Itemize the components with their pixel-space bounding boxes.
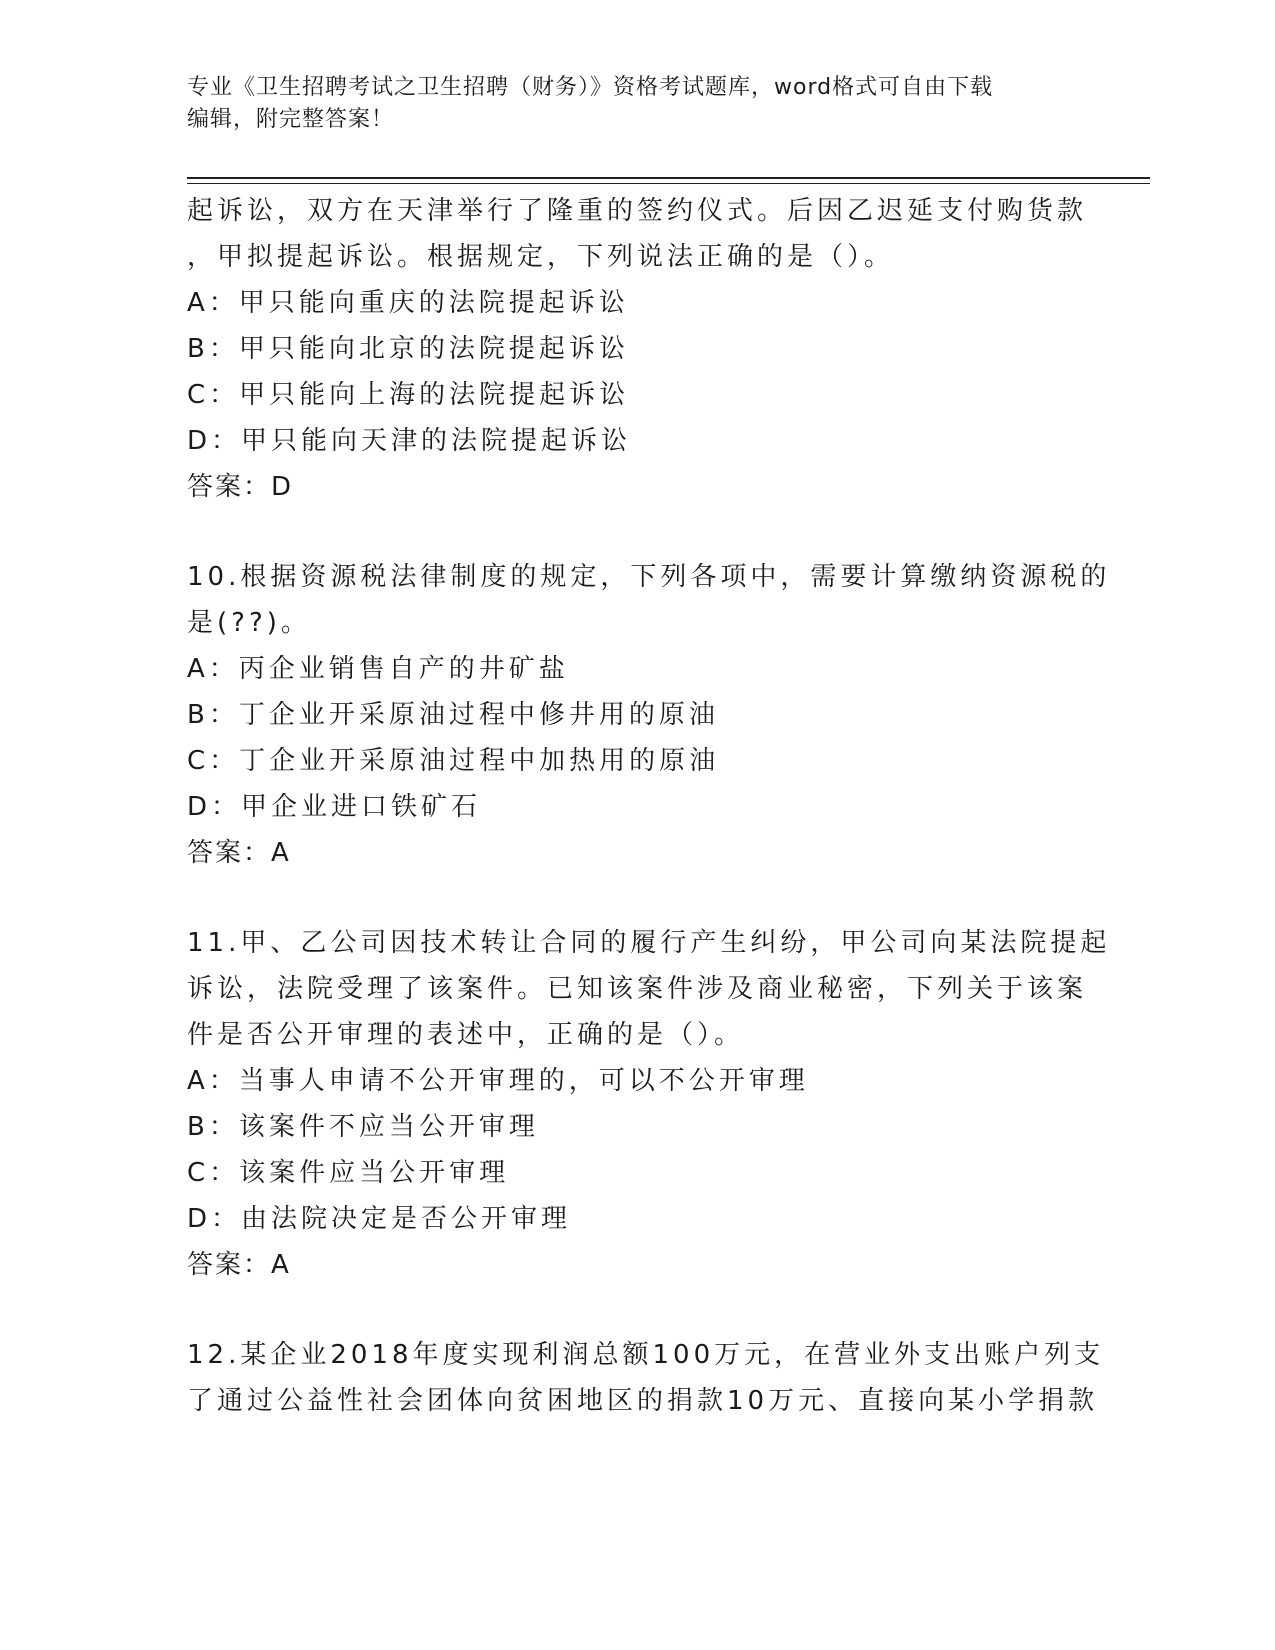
question-9 [187,188,1088,510]
question-stem-line: 件是否公开审理的表述中，正确的是（）。 [187,1020,745,1050]
question-10 [187,554,1111,876]
answer-line: 答案：D [187,472,294,502]
header-rule-thin [187,183,1150,184]
question-stem-line: 诉讼，法院受理了该案件。已知该案件涉及商业秘密，下列关于该案 [187,974,1088,1004]
question-stem-line: 是(??)。 [187,608,311,638]
option-c: C：丁企业开采原油过程中加热用的原油 [187,746,720,776]
answer-line: 答案：A [187,838,291,868]
header-line-1: 专业《卫生招聘考试之卫生招聘（财务）》资格考试题库，word格式可自由下载 [187,75,994,100]
header-rule-thick [187,177,1150,179]
option-a: A：丙企业销售自产的井矿盐 [187,654,569,684]
question-stem-line: 了通过公益性社会团体向贫困地区的捐款10万元、直接向某小学捐款 [187,1386,1099,1416]
document-content [187,188,1111,1424]
header-line-2: 编辑，附完整答案！ [187,107,395,132]
option-b: B：甲只能向北京的法院提起诉讼 [187,334,629,364]
question-spacer [187,510,1067,554]
option-d: D：甲企业进口铁矿石 [187,792,482,822]
option-b: B：该案件不应当公开审理 [187,1112,539,1142]
document-header [187,72,1087,136]
question-stem-line: 10.根据资源税法律制度的规定，下列各项中，需要计算缴纳资源税的 [187,562,1111,592]
option-a: A：当事人申请不公开审理的，可以不公开审理 [187,1066,809,1096]
question-spacer [187,1288,1067,1332]
option-c: C：甲只能向上海的法院提起诉讼 [187,380,630,410]
question-stem-line: 起诉讼，双方在天津举行了隆重的签约仪式。后因乙迟延支付购货款 [187,196,1088,226]
question-11 [187,920,1111,1288]
question-stem-line: 11.甲、乙公司因技术转让合同的履行产生纠纷，甲公司向某法院提起 [187,928,1111,958]
option-d: D：由法院决定是否公开审理 [187,1204,572,1234]
option-c: C：该案件应当公开审理 [187,1158,510,1188]
question-stem-line: ，甲拟提起诉讼。根据规定，下列说法正确的是（）。 [187,242,895,272]
question-12 [187,1332,1105,1424]
answer-line: 答案：A [187,1250,291,1280]
option-b: B：丁企业开采原油过程中修井用的原油 [187,700,719,730]
question-spacer [187,876,1067,920]
option-a: A：甲只能向重庆的法院提起诉讼 [187,288,629,318]
question-stem-line: 12.某企业2018年度实现利润总额100万元，在营业外支出账户列支 [187,1340,1105,1370]
option-d: D：甲只能向天津的法院提起诉讼 [187,426,632,456]
